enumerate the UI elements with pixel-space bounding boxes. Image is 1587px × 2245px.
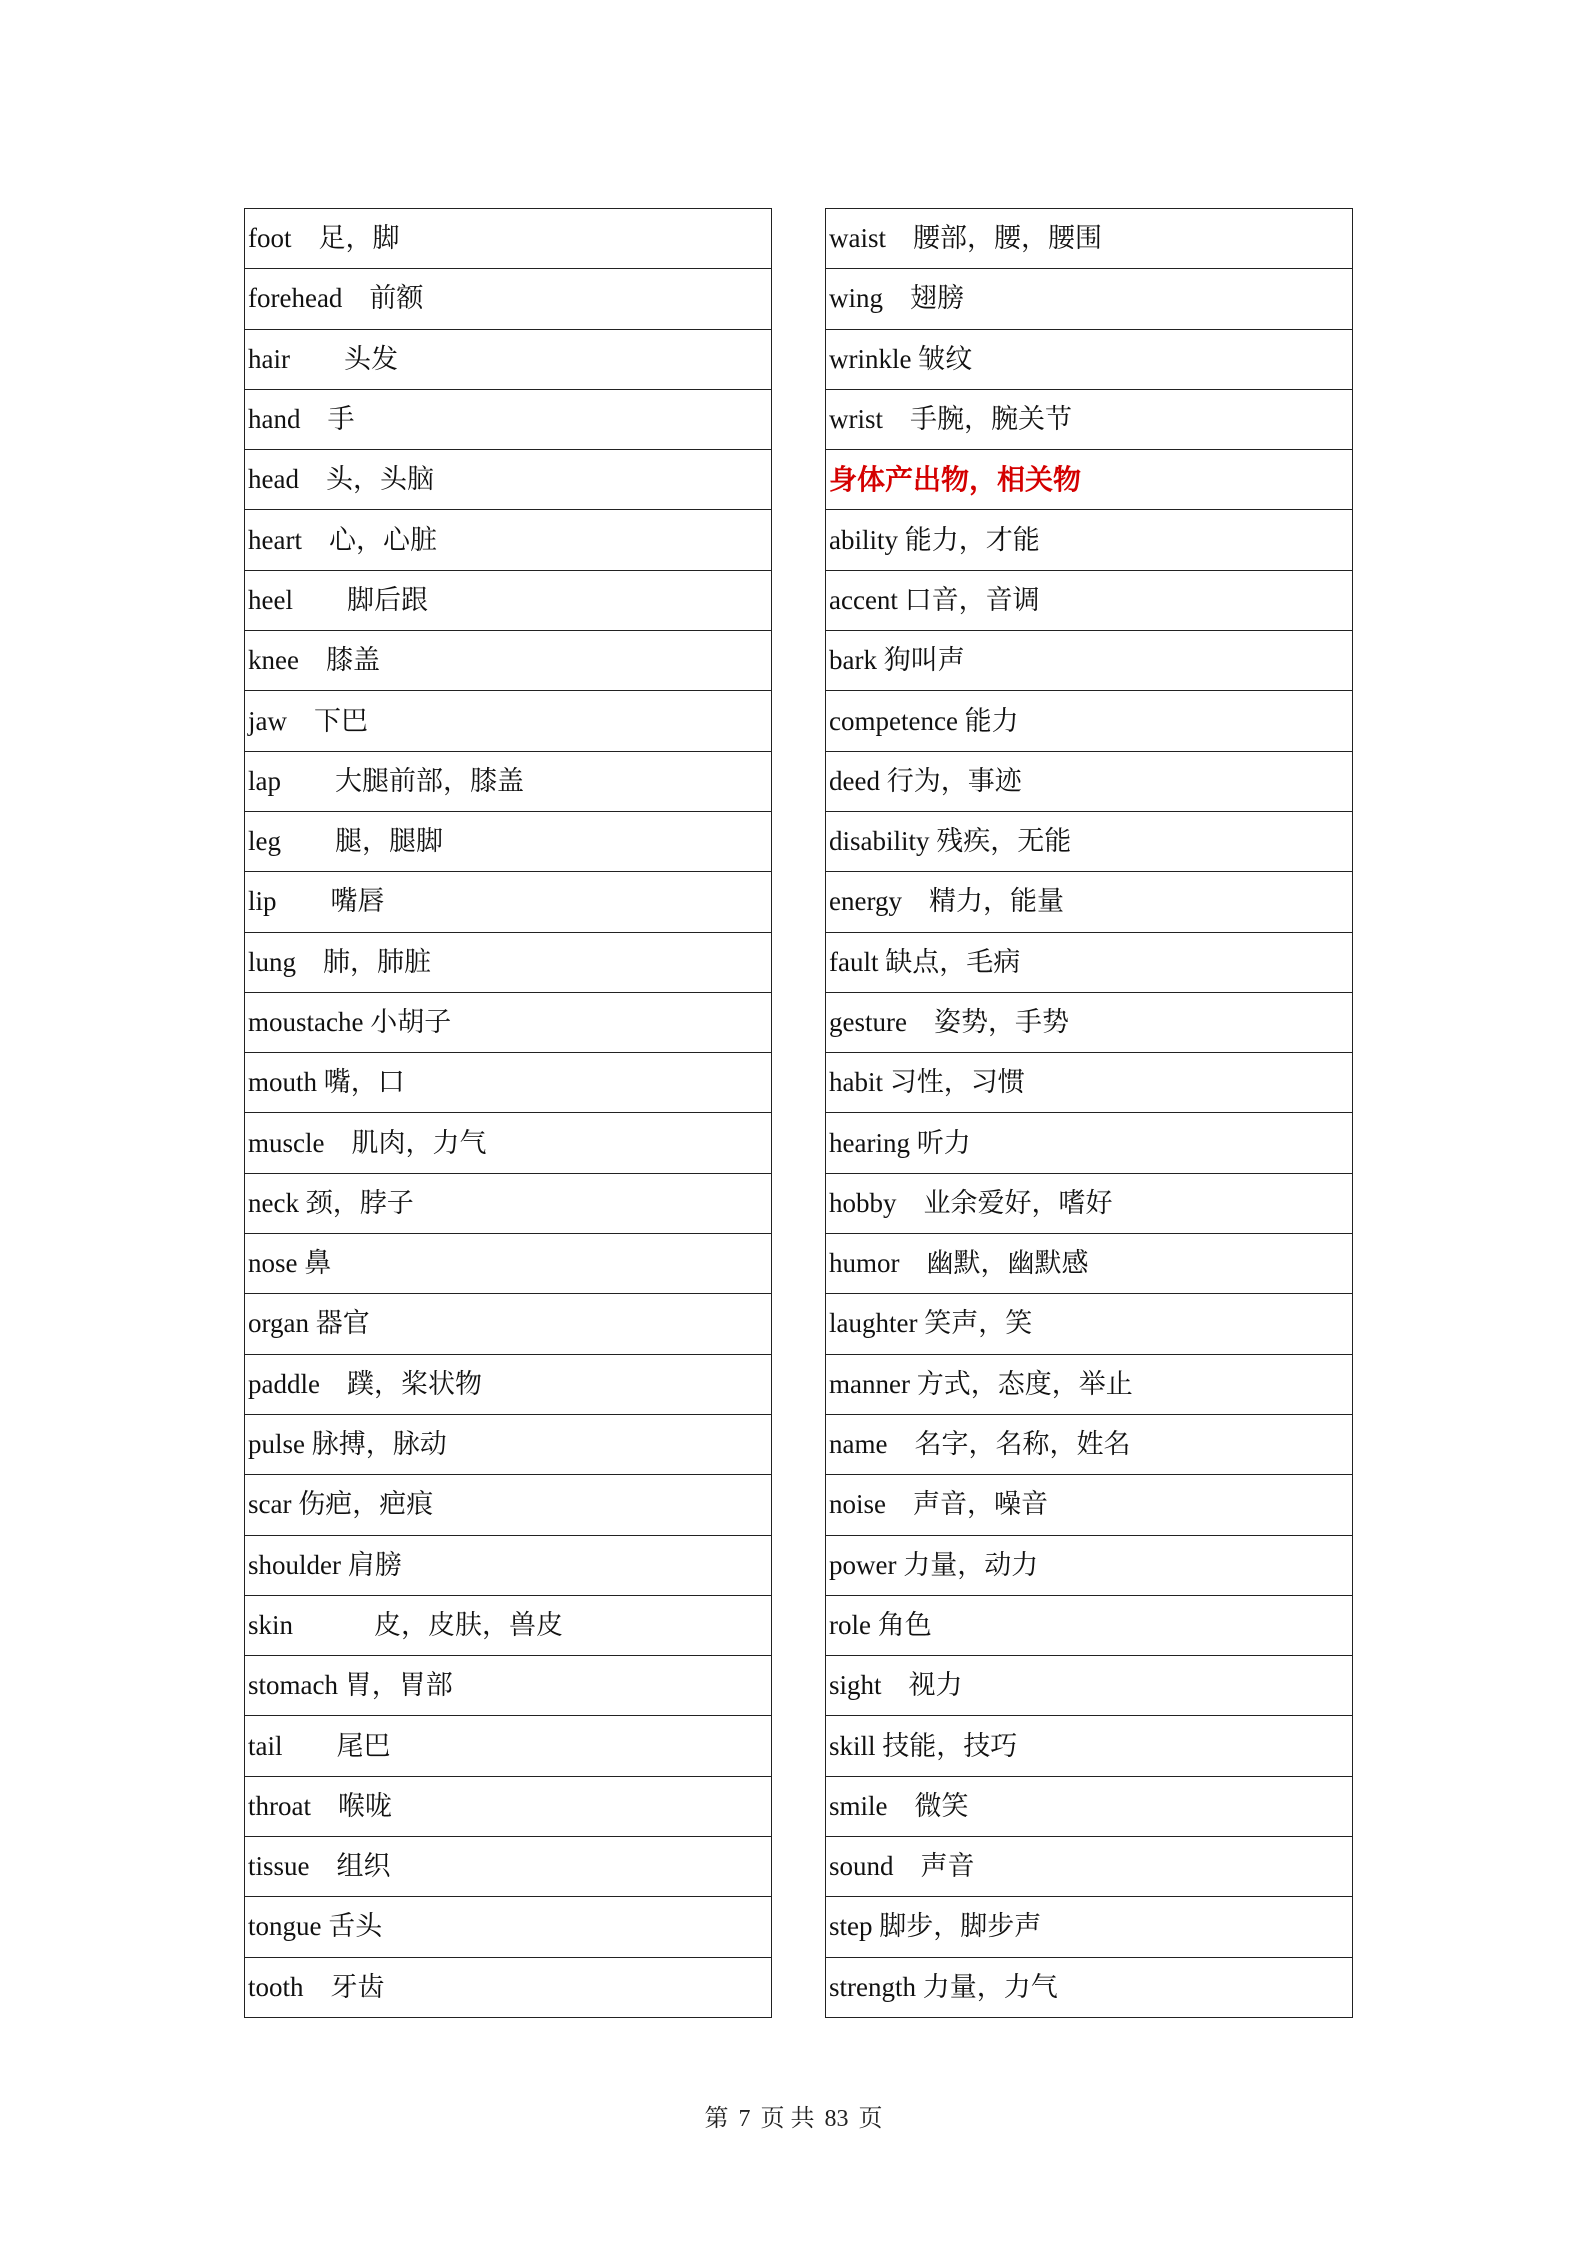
vocab-entry: muscle 肌肉，力气 [245, 1113, 772, 1173]
vocab-entry: role 角色 [826, 1595, 1353, 1655]
vocab-row [245, 1294, 772, 1354]
vocab-entry: wrinkle 皱纹 [826, 329, 1353, 389]
vocab-entry: smile 微笑 [826, 1776, 1353, 1836]
vocab-row [245, 1716, 772, 1776]
vocab-row [826, 329, 1353, 389]
vocab-entry: paddle 蹼，桨状物 [245, 1354, 772, 1414]
vocab-entry: hobby 业余爱好，嗜好 [826, 1173, 1353, 1233]
vocab-entry: sound 声音 [826, 1837, 1353, 1897]
vocab-entry: accent 口音，音调 [826, 570, 1353, 630]
vocab-entry: step 脚步，脚步声 [826, 1897, 1353, 1957]
vocab-row [245, 1234, 772, 1294]
section-heading: 身体产出物，相关物 [826, 450, 1353, 510]
vocab-row [245, 1354, 772, 1414]
vocab-entry: scar 伤疤，疤痕 [245, 1475, 772, 1535]
vocab-entry: ability 能力，才能 [826, 510, 1353, 570]
vocab-entry: hair 头发 [245, 329, 772, 389]
vocab-entry: deed 行为，事迹 [826, 751, 1353, 811]
vocab-entry: organ 器官 [245, 1294, 772, 1354]
vocab-row [826, 1294, 1353, 1354]
vocab-row [245, 570, 772, 630]
vocab-row [245, 1053, 772, 1113]
vocab-row [245, 389, 772, 449]
vocab-row [826, 209, 1353, 269]
vocab-row [826, 1535, 1353, 1595]
vocab-entry: skin 皮，皮肤，兽皮 [245, 1595, 772, 1655]
vocab-row [826, 1354, 1353, 1414]
vocab-entry: hearing 听力 [826, 1113, 1353, 1173]
vocab-entry: lap 大腿前部，膝盖 [245, 751, 772, 811]
vocab-entry: head 头，头脑 [245, 450, 772, 510]
vocab-row [826, 691, 1353, 751]
vocab-row [245, 1656, 772, 1716]
vocab-row [245, 1776, 772, 1836]
vocab-entry: tissue 组织 [245, 1837, 772, 1897]
vocab-row [245, 631, 772, 691]
vocab-row [826, 510, 1353, 570]
vocab-entry: bark 狗叫声 [826, 631, 1353, 691]
vocab-entry: stomach 胃，胃部 [245, 1656, 772, 1716]
vocab-entry: wing 翅膀 [826, 269, 1353, 329]
vocab-entry: foot 足，脚 [245, 209, 772, 269]
vocab-row [826, 1053, 1353, 1113]
page-number [0, 2098, 1587, 2133]
vocab-row [245, 1414, 772, 1474]
vocab-entry: name 名字，名称，姓名 [826, 1414, 1353, 1474]
vocab-row [826, 389, 1353, 449]
vocab-entry: pulse 脉搏，脉动 [245, 1414, 772, 1474]
vocab-entry: jaw 下巴 [245, 691, 772, 751]
vocab-row [245, 872, 772, 932]
vocab-row [245, 510, 772, 570]
vocab-row [826, 570, 1353, 630]
vocab-row [245, 450, 772, 510]
vocab-row [245, 691, 772, 751]
vocab-entry: waist 腰部，腰，腰围 [826, 209, 1353, 269]
total-pages: 83 [824, 2106, 849, 2132]
vocab-entry: gesture 姿势，手势 [826, 992, 1353, 1052]
vocab-entry: tongue 舌头 [245, 1897, 772, 1957]
vocab-row [826, 1656, 1353, 1716]
vocab-row [826, 932, 1353, 992]
vocab-row [826, 811, 1353, 871]
vocab-row [826, 269, 1353, 329]
vocab-row [826, 1897, 1353, 1957]
vocab-row [826, 1837, 1353, 1897]
vocab-row [245, 811, 772, 871]
vocab-entry: disability 残疾，无能 [826, 811, 1353, 871]
vocab-entry: hand 手 [245, 389, 772, 449]
vocab-entry: knee 膝盖 [245, 631, 772, 691]
vocab-entry: heart 心，心脏 [245, 510, 772, 570]
vocab-entry: nose 鼻 [245, 1234, 772, 1294]
vocab-entry: neck 颈，脖子 [245, 1173, 772, 1233]
vocab-row [245, 1595, 772, 1655]
vocab-row [245, 209, 772, 269]
vocab-entry: lung 肺，肺脏 [245, 932, 772, 992]
vocab-entry: sight 视力 [826, 1656, 1353, 1716]
vocab-row [826, 751, 1353, 811]
vocab-row [826, 1776, 1353, 1836]
page-suffix: 页 [858, 2106, 883, 2132]
vocab-entry: heel 脚后跟 [245, 570, 772, 630]
vocab-entry: throat 喉咙 [245, 1776, 772, 1836]
vocab-row [245, 1475, 772, 1535]
vocab-entry: noise 声音，噪音 [826, 1475, 1353, 1535]
vocab-entry: habit 习性，习惯 [826, 1053, 1353, 1113]
vocab-row [826, 872, 1353, 932]
vocab-row [826, 1113, 1353, 1173]
vocab-row [826, 1234, 1353, 1294]
vocab-entry: competence 能力 [826, 691, 1353, 751]
page-mid: 页 共 [760, 2106, 815, 2132]
vocab-row [826, 1595, 1353, 1655]
vocab-row [245, 932, 772, 992]
vocab-row [245, 1897, 772, 1957]
vocab-entry: fault 缺点，毛病 [826, 932, 1353, 992]
vocab-entry: forehead 前额 [245, 269, 772, 329]
vocab-entry: lip 嘴唇 [245, 872, 772, 932]
vocab-row [245, 992, 772, 1052]
vocab-table-left [244, 208, 772, 2018]
vocab-entry: moustache 小胡子 [245, 992, 772, 1052]
vocab-row [245, 329, 772, 389]
vocab-table-right [825, 208, 1353, 2018]
vocab-entry: humor 幽默，幽默感 [826, 1234, 1353, 1294]
vocab-row [245, 751, 772, 811]
vocab-entry: manner 方式，态度，举止 [826, 1354, 1353, 1414]
vocab-row [826, 1475, 1353, 1535]
vocab-row [245, 1837, 772, 1897]
vocab-entry: skill 技能，技巧 [826, 1716, 1353, 1776]
vocab-row [245, 1535, 772, 1595]
vocab-entry: strength 力量，力气 [826, 1957, 1353, 2017]
vocab-row [245, 269, 772, 329]
vocab-row [245, 1957, 772, 2017]
vocab-entry: leg 腿，腿脚 [245, 811, 772, 871]
vocab-row [826, 450, 1353, 510]
vocab-entry: energy 精力，能量 [826, 872, 1353, 932]
vocab-entry: power 力量，动力 [826, 1535, 1353, 1595]
vocab-row [826, 1414, 1353, 1474]
current-page: 7 [738, 2106, 751, 2132]
vocab-row [826, 1173, 1353, 1233]
page-prefix: 第 [704, 2106, 729, 2132]
vocab-row [826, 631, 1353, 691]
vocab-row [245, 1113, 772, 1173]
vocab-row [826, 1716, 1353, 1776]
vocab-row [826, 992, 1353, 1052]
vocab-entry: shoulder 肩膀 [245, 1535, 772, 1595]
vocab-entry: tail 尾巴 [245, 1716, 772, 1776]
vocab-row [826, 1957, 1353, 2017]
vocab-entry: mouth 嘴，口 [245, 1053, 772, 1113]
vocab-entry: wrist 手腕，腕关节 [826, 389, 1353, 449]
vocab-row [245, 1173, 772, 1233]
vocab-entry: laughter 笑声，笑 [826, 1294, 1353, 1354]
vocab-entry: tooth 牙齿 [245, 1957, 772, 2017]
